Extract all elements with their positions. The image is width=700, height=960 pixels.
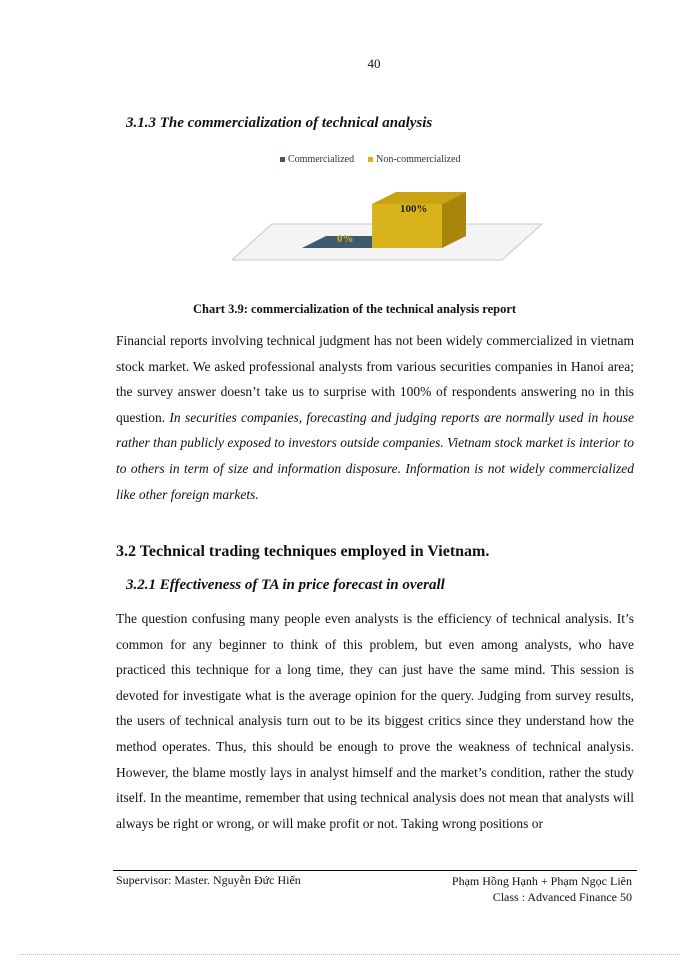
paragraph-commercialization-text: Financial reports involving technical judgment has not been widely commercialized in vietnam stock market. We asked professional analysts from various securities companies in Hanoi area; the survey answer doesn’t take us to surprise with 100% of respondents answering no in this question. — [116, 333, 634, 425]
legend-swatch-non-commercialized — [368, 157, 373, 162]
bar-non-commercialized — [372, 192, 466, 248]
chart-legend — [280, 154, 461, 165]
footer-supervisor: Supervisor: Master. Nguyễn Đức Hiển — [116, 873, 301, 887]
legend-label-non-commercialized: Non-commercialized — [376, 154, 461, 165]
bar-non-commercialized-label: 100% — [400, 203, 428, 215]
legend-item-non-commercialized — [368, 154, 460, 165]
footer-authors: Phạm Hồng Hạnh + Phạm Ngọc Liên — [451, 874, 632, 888]
paragraph-commercialization-italic: In securities companies, forecasting and judging reports are normally used in house rather than publicly exposed to investors outside companies. Vietnam stock market is interior to to others in term of size and information disposure. Information is not widely commercialized like other foreign markets. — [116, 409, 634, 502]
section-heading-3-2: 3.2 Technical trading techniques employed in Vietnam. — [116, 543, 490, 560]
footer-authors-block — [400, 873, 632, 905]
legend-item-commercialized — [280, 154, 354, 165]
paragraph-commercialization — [116, 328, 634, 507]
page-bottom-border — [20, 954, 680, 955]
bar-commercialized-label: 0% — [337, 233, 354, 245]
footer-divider — [113, 870, 637, 871]
footer-class: Class : Advanced Finance 50 — [492, 890, 632, 904]
section-heading-3-2-1: 3.2.1 Effectiveness of TA in price forecast in overall — [126, 577, 445, 593]
commercialization-chart — [232, 190, 542, 270]
legend-label-commercialized: Commercialized — [288, 154, 355, 165]
legend-swatch-commercialized — [280, 157, 285, 162]
paragraph-effectiveness: The question confusing many people even analysts is the efficiency of technical analysis. It’s common for any beginner to think of this problem, but even among analysts, who have practiced this technique for a long time, they can just have the same mind. This session is devoted for investigate what is the average opinion for the query. Judging from survey results, the users of technical analysis turn out to be its biggest critics since they understand how the method operates. Thus, this should be enough to prove the weakness of technical analysis. However, the blame mostly lays in analyst himself and the market’s condition, rather the study itself. In the meantime, remember that using technical analysis does not mean that analysts will always be right or wrong, or will make profit or not. Taking wrong positions or — [116, 611, 634, 831]
chart-caption: Chart 3.9: commercialization of the technical analysis report — [193, 302, 517, 316]
page-number: 40 — [367, 56, 381, 71]
section-heading-3-1-3: 3.1.3 The commercialization of technical analysis — [126, 115, 433, 131]
